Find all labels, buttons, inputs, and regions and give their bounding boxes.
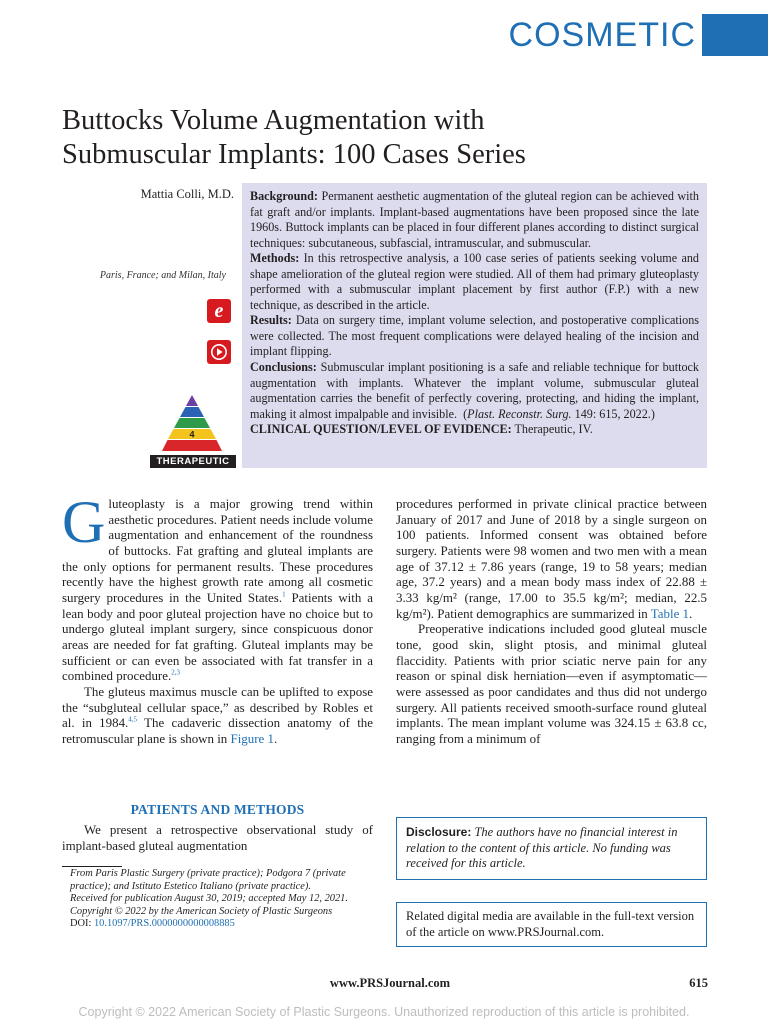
citation-rest: 149: 615, 2022.) — [571, 406, 655, 421]
abstract-results — [250, 313, 699, 360]
citation-open: ( — [463, 406, 468, 421]
abstract-methods — [250, 251, 699, 313]
article-title — [62, 104, 702, 172]
intro-text-a: luteoplasty is a major growing trend within aesthetic procedures. Patient needs include volume augmentation and enhancement of the roundness of buttocks. Fat grafting and gluteal implants are the only options for permanent results. These procedures recently have the highest growth rate among all cosmetic surgery procedures in the United States. — [62, 496, 373, 605]
doi-link[interactable]: 10.1097/PRS.0000000000008885 — [93, 918, 235, 930]
affiliation: Paris, France; and Milan, Italy — [99, 270, 226, 281]
citation-journal: Plast. Reconstr. Surg. — [467, 406, 572, 421]
abstract-results-label: Results: — [250, 313, 292, 328]
demographics-paragraph — [396, 496, 707, 621]
anatomy-paragraph — [62, 684, 373, 747]
anatomy-text-b: The cadaveric dissection anatomy of the retromuscular plane is shown in — [62, 715, 373, 746]
title-line-1: Buttocks Volume Augmentation with — [62, 105, 485, 136]
title-line-2: Submuscular Implants: 100 Cases Series — [62, 139, 526, 170]
reference-1[interactable]: 1 — [282, 590, 286, 599]
footnote-rule — [62, 866, 122, 867]
abstract-background-text: Permanent aesthetic augmentation of the gluteal region can be achieved with fat graft and/or implants. Implant-based augmentations have been proposed since the late 1960s. Buttock implants can be placed in four different planes according to distinct surgical techniques: subcutaneous, subfascial, intramuscular, and submuscular. — [250, 189, 699, 250]
reference-2-3[interactable]: 2,3 — [171, 668, 180, 677]
disclosure-text: The authors have no financial interest in relation to the content of this article. No funding was received for this article. — [406, 825, 678, 871]
table-1-link[interactable]: Table 1 — [650, 605, 690, 621]
section-banner — [509, 14, 768, 56]
author-name: Mattia Colli, M.D. — [140, 187, 234, 201]
abstract-level-text: Therapeutic, IV. — [514, 422, 593, 437]
section-bar — [702, 14, 768, 56]
abstract-box — [242, 183, 707, 468]
anatomy-text-end: . — [274, 730, 278, 746]
abstract-background — [250, 189, 699, 251]
copyright-notice: Copyright © 2022 American Society of Plastic Surgeons. Unauthorized reproduction of this article is prohibited. — [78, 1005, 690, 1019]
body-column-left — [62, 489, 373, 747]
evidence-caption: THERAPEUTIC — [150, 455, 236, 468]
abstract-conclusions — [250, 360, 699, 422]
footnote-doi — [70, 918, 373, 931]
methods-paragraph: We present a retrospective observational study of implant-based gluteal augmentation — [62, 822, 373, 853]
intro-paragraph — [62, 489, 373, 684]
indications-paragraph: Preoperative indications included good gluteal muscle tone, good skin, slight ptosis, and minimal gluteal flaccidity. Patients with prior sciatic nerve pain for any reason or spinal disk herniation—even if asymptomatic—were assessed as poor candidates and thus did not undergo surgery. All patients received smooth-surface round gluteal implants. The mean implant volume was 324.15 ± 63.8 cc, ranging from a minimum of — [396, 621, 707, 746]
e-content-icon[interactable] — [207, 299, 231, 323]
methods-heading: PATIENTS AND METHODS — [130, 802, 305, 817]
abstract-conclusions-label: Conclusions: — [250, 360, 317, 375]
e-content-letter: e — [214, 300, 224, 322]
body-column-right — [396, 496, 707, 747]
section-label: COSMETIC — [508, 15, 696, 54]
intro-text-b: Patients with a lean body and poor gluteal projection have no choice but to undergo gluteal implant surgery, since conspicuous donor areas are needed for fat grafting. Gluteal implants may be sufficient or can even be associated with fat transfer in a combined procedure. — [62, 589, 373, 684]
reference-4-5[interactable]: 4,5 — [128, 715, 138, 724]
page-number: 615 — [689, 976, 708, 990]
abstract-background-label: Background: — [250, 189, 318, 203]
doi-label: DOI: — [70, 918, 94, 930]
abstract-conclusions-text: Submuscular implant positioning is a safe and reliable technique for buttock augmentation with implants. Whatever the implant volume, submuscular gluteal augmentation carries the benefit of perfectly covering, protecting, and hiding the implant, making it almost impalpable and invisible. — [250, 360, 699, 421]
anatomy-text-a: The gluteus maximus muscle can be uplifted to expose the “subgluteal cellular space,” as described by Robles et al. in 1984. — [62, 683, 373, 731]
abstract-level — [250, 422, 699, 438]
digital-media-note: Related digital media are available in the full-text version of the article on www.PRSJournal.com. — [396, 902, 707, 947]
abstract-results-text: Data on surgery time, implant volume selection, and postoperative complications were collected. The most frequent complications were delayed healing of the incision and implant flipping. — [250, 313, 699, 359]
footnote-from: From Paris Plastic Surgery (private practice); Podgora 7 (private practice); and Istituto Estetico Italiano (private practice). — [70, 868, 346, 892]
abstract-level-label: CLINICAL QUESTION/LEVEL OF EVIDENCE: — [250, 422, 512, 437]
evidence-level-number: 4 — [189, 429, 195, 440]
video-play-glyph — [210, 343, 228, 361]
journal-url[interactable]: www.PRSJournal.com — [329, 976, 451, 990]
disclosure-box — [396, 817, 707, 880]
drop-cap: G — [62, 489, 106, 555]
video-play-icon[interactable] — [207, 340, 231, 364]
footnote-copyright: Copyright © 2022 by the American Society of Plastic Surgeons — [70, 905, 333, 917]
footnote-received: Received for publication August 30, 2019; accepted May 12, 2021. — [70, 893, 348, 905]
demographics-text: procedures performed in private clinical practice between January of 2017 and June of 2018 by a single surgeon on 100 patients. Informed consent was obtained before surgery. Patients were 98 women and two men with a mean age of 37.12 ± 7.86 years (range, 19 to 58 years; median age, 37.2 years) and a mean body mass index of 22.88 ± 3.33 kg/m² (range, 17.00 to 35.5 kg/m²; median, 22.5 kg/m²). Patient demographics are summarized in — [396, 496, 707, 621]
abstract-methods-label: Methods: — [250, 251, 300, 266]
abstract-methods-text: In this retrospective analysis, a 100 case series of patients seeking volume and shape amelioration of the gluteal region were studied. All of them had primary gluteoplasty performed with a submuscular implant placement by first author (F.P.) with a new technique, as described in the article. — [250, 251, 699, 312]
figure-1-link[interactable]: Figure 1 — [230, 730, 274, 746]
footnote — [70, 868, 373, 931]
evidence-pyramid-icon — [152, 393, 232, 453]
disclosure-label: Disclosure: — [406, 825, 472, 839]
demographics-end: . — [689, 605, 693, 621]
